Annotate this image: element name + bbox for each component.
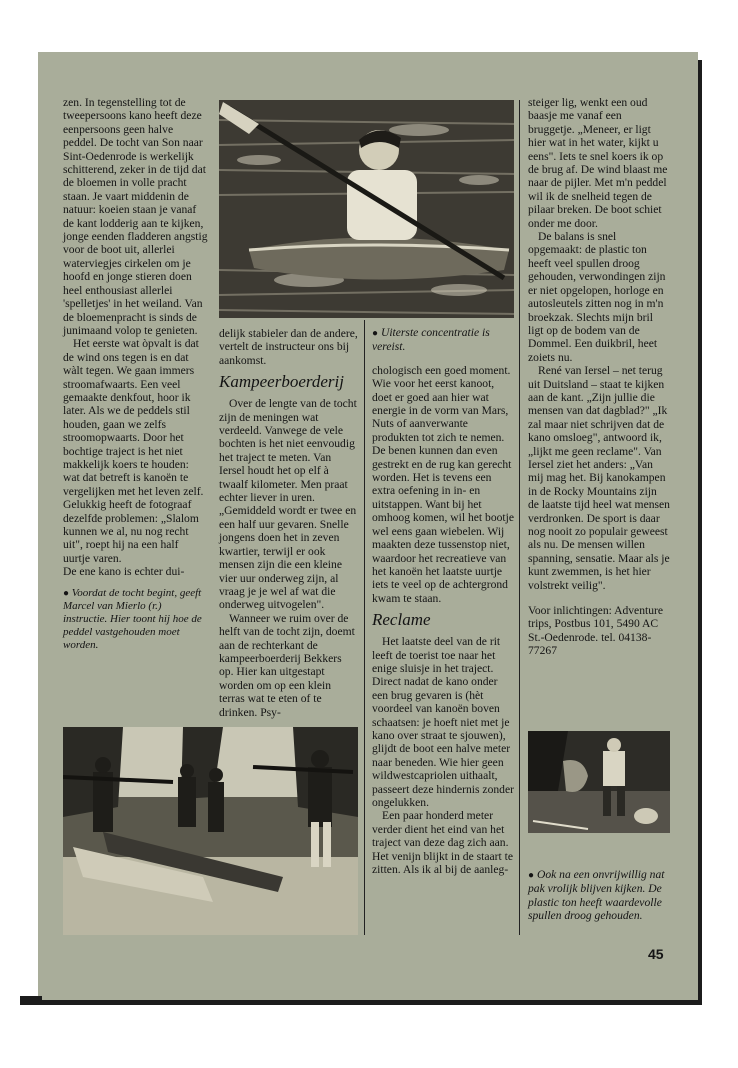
caption-bullet-icon: ● [528, 870, 535, 881]
article-column-4-caption [528, 868, 670, 923]
photo-caption-concentration: Uiterste concentratie is vereist. [372, 326, 490, 354]
page-shadow-bottom [20, 1000, 702, 1005]
col2-paragraph-3: Wanneer we ruim over de helft van de tocht zijn, doemt aan de rechterkant de kampeerboerderij Bekkers op. Hier kan uitgestapt worden om op een klein terras wat te eten of te drinken. Psy- [219, 611, 355, 719]
col1-paragraph-1: zen. In tegenstelling tot de tweepersoons kano heeft deze eenpersoons geen halve peddel. De tocht van Son naar Sint-Oedenrode is werkelijk schitterend, zeker in de tijd dat de bloemen in volle pracht staan. Je vaart middenin de natuur: koeien staan je vanaf de kant lodderig aan te kijken, jonge eenden fladderen angstig voor de boot uit, allerlei waterviegjes cirkelen om je hoofd en jonge stieren doen heel enthousiast allerlei 'spelletjes' in het weiland. Van de bloemenpracht is sinds de junimaand volop te genieten. [63, 96, 208, 337]
article-column-1 [63, 96, 208, 652]
col3-paragraph-1: chologisch een goed moment. Wie voor het eerst kanoot, doet er goed aan hier wat energie in de vorm van Mars, Nuts of aanverwante produkten tot zich te nemen. De benen kunnen dan even gestrekt en de rug kan gerecht worden. Het is tevens een extra oefening in in- en uitstappen. Want bij het omhoog komen, wil het bootje wel eens gaan wiebelen. Wij maakten deze tussenstop niet, waardoor het recreatieve van het kanoën het laatste uurtje iets te veel op de achtergrond kwam te staan. [372, 363, 515, 605]
article-column-3 [372, 326, 514, 876]
page-shadow-left [20, 996, 42, 1005]
col3-paragraph-2: Het laatste deel van de rit leeft de toerist toe naar het enige sluisje in het traject. Direct nadat de kano onder een brug gevaren is (hèt voordeel van kanoën boven schaatsen: je hoeft niet met je kano over straat te sjouwen), glijdt de boot een halve meter naar beneden. Wie hier geen wildwestcapriolen uithaalt, passeert deze hindernis zonder ongelukken. [372, 635, 514, 809]
column-rule-2 [519, 100, 520, 935]
col2-paragraph-1: delijk stabieler dan de andere, vertelt de instructeur ons bij aankomst. [219, 327, 358, 367]
col2-paragraph-2: Over de lengte van de tocht zijn de meningen wat verdeeld. Vanwege de vele bochten is het niet eenvoudig het traject te meten. Van Iersel houdt het op elf à twaalf kilometer. Men praat echter liever in uren. „Gemiddeld wordt er twee en een half uur gevaren. Snelle jongens doen het in zeven kwartier, terwijl er ook mensen zijn die een kleine vier uur onderweg zijn, al vraag je je wel af wat die onderweg uitvogelen". [219, 397, 357, 612]
col3-paragraph-3: Een paar honderd meter verder dient het eind van het traject van deze dag zich aan. Het venijn blijkt in de staart te zitten. Als ik al bij de aanleg- [372, 809, 514, 877]
contact-info: Voor inlichtingen: Adventure trips, Postbus 101, 5490 AC St.-Oedenrode. tel. 04138-77267 [528, 604, 664, 658]
col1-paragraph-2: Het eerste wat òpvalt is dat de wind ons tegen is en dat wàlt tegen. We gaan immers stroomafwaarts. Een veel gemaakte denkfout, hoor ik later. Als we de peddels stil houden, gaan we zelfs stroomopwaarts. Door het bochtige traject is het niet makkelijk koers te houden: wat dat betreft is kanoën te vergelijken met het leven zelf. Gelukkig heeft de fotograaf dezelfde problemen: „Slalom kunnen we al, nu nog recht uit", roept hij na een half uurtje varen. [63, 337, 204, 565]
photo-group-instruction [63, 727, 358, 935]
photo-kayaker-paddling [219, 100, 514, 318]
col4-paragraph-2: De balans is snel opgemaakt: de plastic ton heeft veel spullen droog gehouden, verwondingen zijn er niet opgelopen, horloge en autosleutels zitten nog in m'n broekzak. Slechts mijn bril ligt op de bodem van de Dommel. Een duikbril, heet zoiets nu. [528, 230, 666, 364]
caption-bullet-icon: ● [372, 328, 379, 339]
article-column-2 [219, 327, 359, 719]
col4-paragraph-3: René van Iersel – net terug uit Duitsland – staat te kijken aan de kant. „Zijn jullie die mensen van dat dagblad?" „Ik zal maar niet schrijven dat de kano omsloeg", antwoord ik, „lijkt me geen reclame". Van Iersel ziet het anders: „Van mij mag het. Bij kanokampen in de Rocky Mountains zijn de laatste tijd heel wat mensen verdronken. De sport is daar nog nooit zo populair geweest als nu. De mensen willen spanning, sensatie. Maar als je kunt zwemmen, is het hier volstrekt veilig". [528, 364, 670, 592]
caption-bullet-icon: ● [63, 587, 70, 599]
photo-caption-wet: Ook na een onvrijwillig nat pak vrolijk blijven kijken. De plastic ton heeft waardevolle spullen droog gehouden. [528, 868, 665, 923]
article-column-4 [528, 96, 670, 658]
photo-wet-reporter [528, 731, 670, 833]
page-number: 45 [648, 946, 664, 962]
photo-caption-instruction: Voordat de tocht begint, geeft Marcel van Mierlo (r.) instructie. Hier toont hij hoe de peddel vastgehouden moet worden. [63, 586, 202, 651]
section-heading-kampeerboerderij: Kampeerboerderij [219, 372, 344, 392]
section-heading-reclame: Reclame [372, 610, 431, 630]
column-rule-1 [364, 320, 365, 935]
col4-paragraph-1: steiger lig, wenkt een oud baasje me vanaf een bruggetje. „Meneer, er ligt hier wat in het water, kijkt u eens". Iets te snel koers ik op de brug af. De wind blaast me naar de pijler. Met m'n peddel wil ik de snelheid tegen de pilaar breken. De boot schiet onder me door. [528, 96, 668, 230]
page-shadow-right [698, 60, 702, 1002]
col1-paragraph-3: De ene kano is echter dui- [63, 565, 185, 579]
